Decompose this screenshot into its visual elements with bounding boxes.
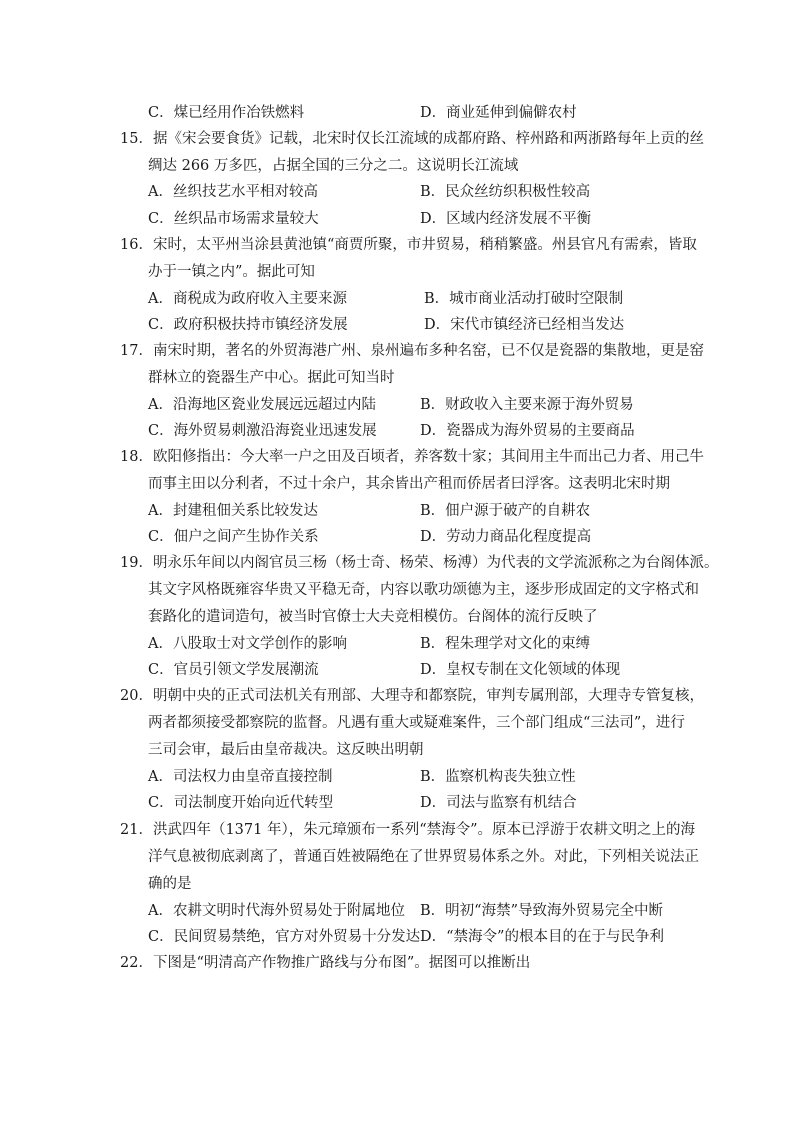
q19-stem-line: 其文字风格既雍容华贵又平稳无奇，内容以歌功颂德为主，逐步形成固定的文字格式和 (148, 582, 699, 598)
q21-option-c: C．民间贸易禁绝，官方对外贸易十分发达 (148, 929, 421, 945)
q17-option-c: C．海外贸易刺激沿海瓷业迅速发展 (148, 423, 377, 439)
q19-option-d: D．皇权专制在文化领域的体现 (420, 662, 621, 678)
q15-option-c: C．丝织品市场需求量较大 (148, 211, 319, 227)
q18-option-a: A．封建租佃关系比较发达 (148, 503, 318, 519)
q21-option-a: A．农耕文明时代海外贸易处于附属地位 (148, 903, 405, 919)
q19-stem-line: 19．明永乐年间以内阁官员三杨（杨士奇、杨荣、杨溥）为代表的文学流派称之为台阁体派。 (120, 555, 719, 571)
q16-option-d: D．宋代市镇经济已经相当发达 (424, 317, 625, 333)
q17-option-a: A．沿海地区瓷业发展远远超过内陆 (148, 397, 376, 413)
q21-stem-line: 洋气息被彻底剥离了，普通百姓被隔绝在了世界贸易体系之外。对此，下列相关说法正 (148, 849, 699, 865)
q15-option-d: D．区域内经济发展不平衡 (420, 211, 592, 227)
q20-stem-line: 三司会审，最后由皇帝裁决。这反映出明朝 (148, 742, 424, 758)
q17-stem-line: 群林立的瓷器生产中心。据此可知当时 (148, 370, 395, 386)
q21-stem-line: 确的是 (148, 876, 192, 892)
q19-option-b: B．程朱理学对文化的束缚 (420, 636, 591, 652)
q20-option-a: A．司法权力由皇帝直接控制 (148, 769, 333, 785)
q20-stem-line: 两者都须接受都察院的监督。凡遇有重大或疑难案件，三个部门组成“三法司”，进行 (148, 715, 685, 731)
q16-stem-line: 办于一镇之内”。据此可知 (148, 264, 315, 280)
q20-option-b: B．监察机构丧失独立性 (420, 769, 576, 785)
q22-stem-line: 22．下图是“明清高产作物推广路线与分布图”。据图可以推断出 (120, 955, 531, 971)
q20-option-c: C．司法制度开始向近代转型 (148, 795, 334, 811)
q18-option-d: D．劳动力商品化程度提高 (420, 529, 592, 545)
q18-option-c: C．佃户之间产生协作关系 (148, 529, 319, 545)
q16-option-a: A．商税成为政府收入主要来源 (148, 291, 347, 307)
q20-option-d: D．司法与监察有机结合 (420, 795, 577, 811)
q18-stem-line: 18．欧阳修指出：今大率一户之田及百顷者，养客数十家；其间用主牛而出己力者、用己牛 (120, 449, 704, 465)
option-d-pre: D．商业延伸到偏僻农村 (420, 105, 577, 121)
q17-stem-line: 17．南宋时期，著名的外贸海港广州、泉州遍布多种名窑，已不仅是瓷器的集散地，更是窑 (120, 343, 704, 359)
q21-option-b: B．明初“海禁”导致海外贸易完全中断 (420, 903, 663, 919)
q21-stem-line: 21．洪武四年（1371 年），朱元璋颁布一系列“禁海令”。原本已浮游于农耕文明之上的海 (120, 822, 696, 838)
q19-option-a: A．八股取士对文学创作的影响 (148, 636, 347, 652)
q19-option-c: C．官员引领文学发展潮流 (148, 662, 319, 678)
q21-option-d: D．“禁海令”的根本目的在于与民争利 (420, 929, 664, 945)
q18-option-b: B．佃户源于破产的自耕农 (420, 503, 591, 519)
q17-option-d: D．瓷器成为海外贸易的主要商品 (420, 423, 635, 439)
q15-stem-line: 15．据《宋会要食货》记载，北宋时仅长江流域的成都府路、梓州路和两浙路每年上贡的丝 (120, 131, 704, 147)
q16-option-b: B．城市商业活动打破时空限制 (424, 291, 624, 307)
q18-stem-line: 而事主田以分利者，不过十余户，其余皆出产租而侨居者曰浮客。这表明北宋时期 (148, 476, 670, 492)
option-c-pre: C．煤已经用作冶铁燃料 (148, 105, 305, 121)
q15-option-a: A．丝织技艺水平相对较高 (148, 184, 318, 200)
q19-stem-line: 套路化的遣词造句，被当时官僚士大夫竞相模仿。台阁体的流行反映了 (148, 609, 598, 625)
q15-option-b: B．民众丝纺织积极性较高 (420, 184, 591, 200)
q16-stem-line: 16．宋时，太平州当涂县黄池镇“商贾所聚，市井贸易，稍稍繁盛。州县官凡有需索，皆取 (120, 237, 697, 253)
q20-stem-line: 20．明朝中央的正式司法机关有刑部、大理寺和都察院，审判专属刑部，大理寺专管复核， (120, 688, 704, 704)
q17-option-b: B．财政收入主要来源于海外贸易 (420, 397, 634, 413)
q16-option-c: C．政府积极扶持市镇经济发展 (148, 317, 348, 333)
q15-stem-line: 绸达 266 万多匹，占据全国的三分之二。这说明长江流域 (148, 158, 519, 174)
